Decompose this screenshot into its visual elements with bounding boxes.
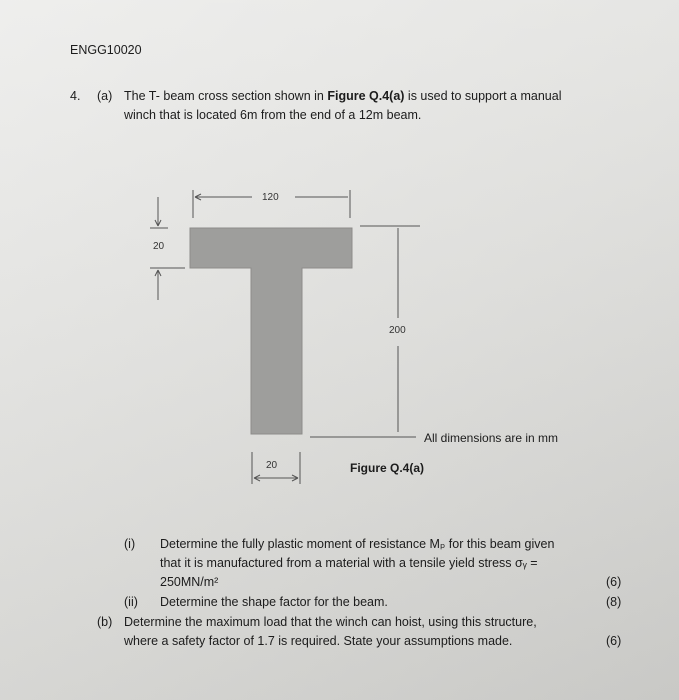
subpart-i-line-3: 250MN/m² bbox=[160, 575, 219, 589]
subpart-i-label: (i) bbox=[124, 537, 136, 551]
question-number: 4. bbox=[70, 89, 81, 103]
subpart-i-line-2: that it is manufactured from a material with a tensile yield stress σᵧ = bbox=[160, 556, 538, 570]
intro-text: is used to support a manual bbox=[404, 89, 562, 103]
dimensions-note: All dimensions are in mm bbox=[424, 431, 559, 445]
part-a-label: (a) bbox=[97, 89, 113, 103]
intro-text: The T- beam cross section shown in bbox=[124, 89, 328, 103]
subpart-i-marks: (6) bbox=[606, 575, 622, 589]
part-b-label: (b) bbox=[97, 615, 113, 629]
subpart-i-line-1: Determine the fully plastic moment of resistance Mₚ for this beam given bbox=[160, 537, 555, 551]
module-code: ENGG10020 bbox=[70, 43, 142, 57]
t-beam-section bbox=[190, 228, 352, 434]
flange-width-label: 120 bbox=[262, 192, 279, 203]
part-b-marks: (6) bbox=[606, 634, 622, 648]
part-b-line-2: where a safety factor of 1.7 is required. State your assumptions made. bbox=[124, 634, 513, 648]
subpart-ii-marks: (8) bbox=[606, 595, 622, 609]
depth-label: 200 bbox=[389, 325, 406, 336]
subpart-ii-text: Determine the shape factor for the beam. bbox=[160, 595, 388, 609]
flange-thickness-label: 20 bbox=[153, 241, 165, 252]
web-thickness-label: 20 bbox=[266, 460, 278, 471]
figure-reference: Figure Q.4(a) bbox=[327, 89, 405, 103]
subpart-ii-label: (ii) bbox=[124, 595, 138, 609]
question-intro-line-2: winch that is located 6m from the end of a 12m beam. bbox=[124, 108, 422, 122]
figure-caption: Figure Q.4(a) bbox=[350, 461, 425, 475]
part-b-line-1: Determine the maximum load that the winch can hoist, using this structure, bbox=[124, 615, 537, 629]
